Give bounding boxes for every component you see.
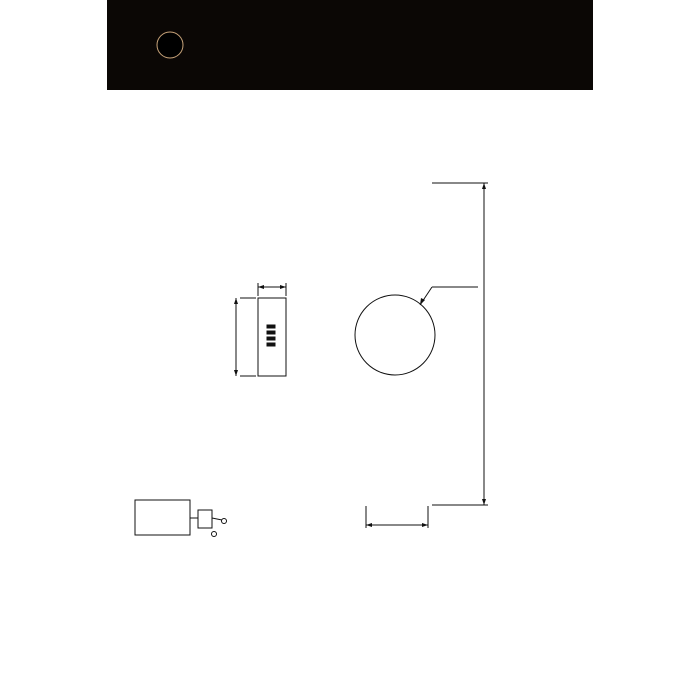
diameter-circle [355,295,435,375]
mount-plate-screws [267,325,275,346]
wiring-terminal-block [135,500,190,535]
